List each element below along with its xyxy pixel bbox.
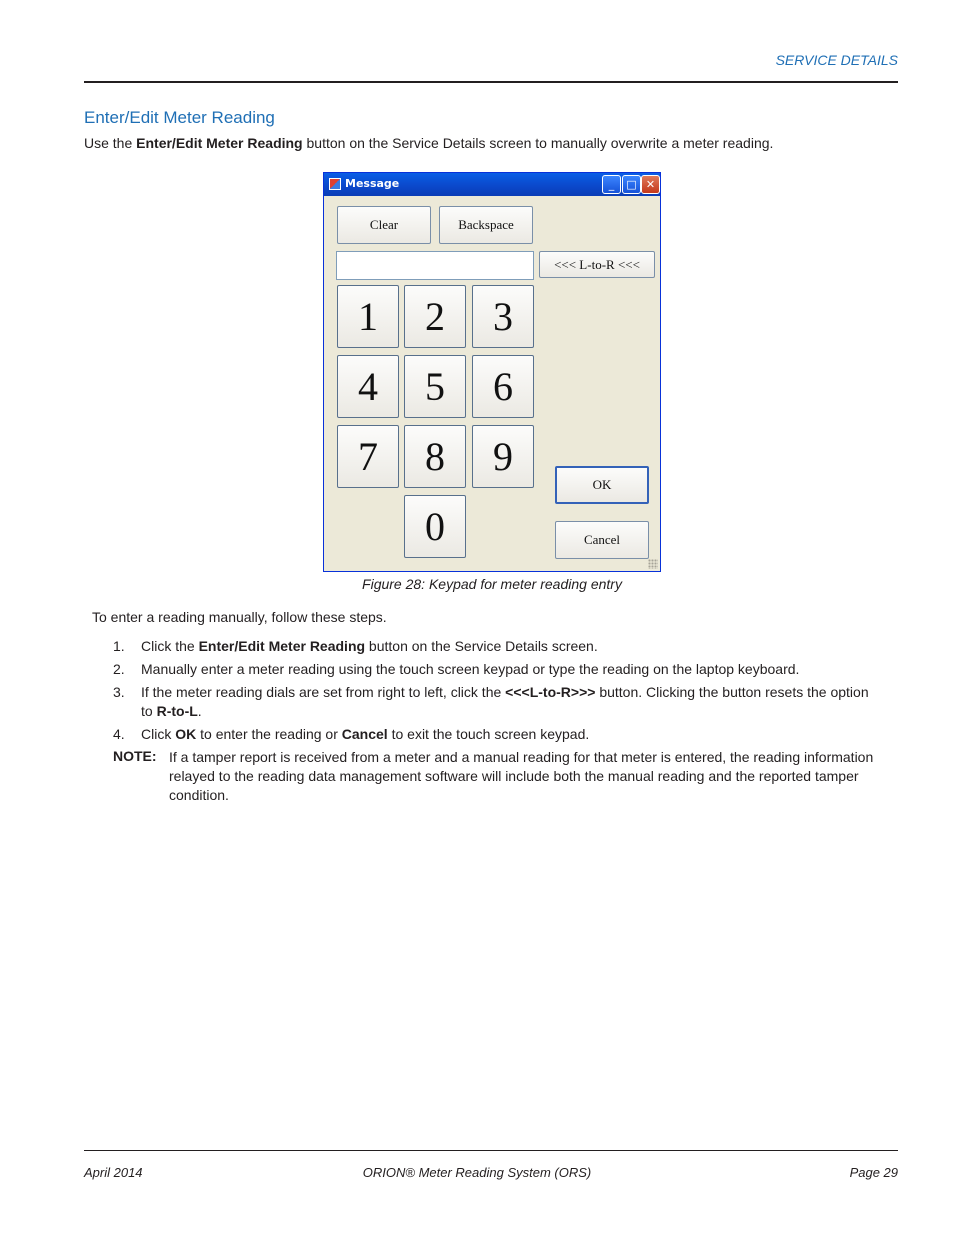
- cancel-button[interactable]: Cancel: [555, 521, 649, 559]
- backspace-button[interactable]: Backspace: [439, 206, 533, 244]
- direction-toggle-button[interactable]: <<< L-to-R <<<: [539, 251, 655, 278]
- maximize-button[interactable]: □: [622, 175, 641, 194]
- step-text: Click OK to enter the reading or Cancel to exit the touch screen keypad.: [141, 726, 590, 742]
- step-number: 1.: [113, 638, 125, 654]
- digit-2-button[interactable]: 2: [404, 285, 466, 348]
- intro-paragraph: Use the Enter/Edit Meter Reading button on the Service Details screen to manually overwrite a meter reading.: [84, 135, 774, 151]
- digit-3-button[interactable]: 3: [472, 285, 534, 348]
- digit-7-button[interactable]: 7: [337, 425, 399, 488]
- step-number: 2.: [113, 661, 125, 677]
- digit-5-button[interactable]: 5: [404, 355, 466, 418]
- header-rule: [84, 81, 898, 83]
- dialog-titlebar[interactable]: [324, 173, 660, 196]
- resize-grip[interactable]: [648, 559, 658, 569]
- digit-8-button[interactable]: 8: [404, 425, 466, 488]
- digit-1-button[interactable]: 1: [337, 285, 399, 348]
- digit-9-button[interactable]: 9: [472, 425, 534, 488]
- digit-0-button[interactable]: 0: [404, 495, 466, 558]
- step-text: Manually enter a meter reading using the touch screen keypad or type the reading on the laptop keyboard.: [141, 661, 800, 677]
- keypad-dialog: [323, 172, 661, 572]
- figure-caption: Figure 28: Keypad for meter reading entry: [362, 576, 622, 592]
- digit-4-button[interactable]: 4: [337, 355, 399, 418]
- minimize-button[interactable]: _: [602, 175, 621, 194]
- step-number: 4.: [113, 726, 125, 742]
- reading-entry-field[interactable]: [336, 251, 534, 280]
- close-button[interactable]: ✕: [641, 175, 660, 194]
- clear-button[interactable]: Clear: [337, 206, 431, 244]
- footer-page-number: Page 29: [849, 1165, 898, 1180]
- steps-intro: To enter a reading manually, follow these steps.: [92, 609, 387, 625]
- footer-product: ORION® Meter Reading System (ORS): [362, 1165, 592, 1180]
- app-icon: [329, 178, 341, 190]
- step-text: If the meter reading dials are set from right to left, click the <<<L-to-R>>> button. Clicking the button resets the option to R-to-L.: [141, 684, 869, 719]
- step-number: 3.: [113, 684, 125, 700]
- footer-date: April 2014: [84, 1165, 143, 1180]
- dialog-title: Message: [345, 177, 400, 190]
- section-title: Enter/Edit Meter Reading: [84, 108, 275, 127]
- step-text: Click the Enter/Edit Meter Reading button on the Service Details screen.: [141, 638, 598, 654]
- footer-rule: [84, 1150, 898, 1151]
- digit-6-button[interactable]: 6: [472, 355, 534, 418]
- note-label: NOTE:: [113, 748, 157, 764]
- note-text: If a tamper report is received from a meter and a manual reading for that meter is entered, the reading information relayed to the reading data management software will include both the manual reading and the reported tamper condition.: [169, 749, 874, 803]
- running-header: SERVICE DETAILS: [775, 52, 898, 68]
- ok-button[interactable]: OK: [555, 466, 649, 504]
